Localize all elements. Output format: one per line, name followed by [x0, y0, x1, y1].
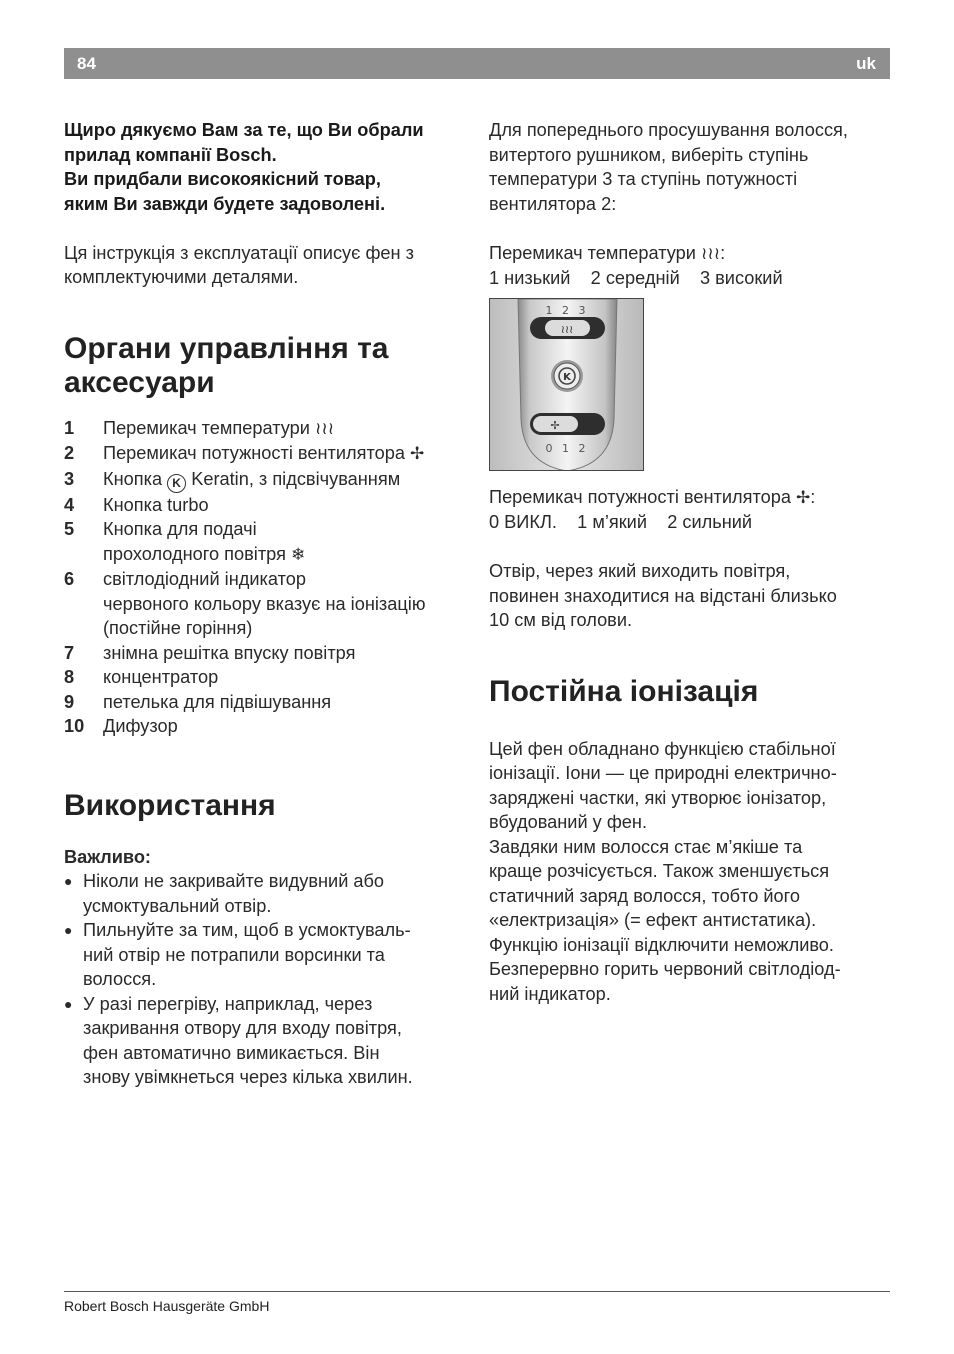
- ionization-heading: Постійна іонізація: [489, 674, 759, 708]
- list-item: 6 світлодіодний індикатор червоного кольору вказує на іонізацію (постійне горіння): [64, 569, 426, 638]
- ionization-text: Цей фен обладнано функцією стабільної іонізації. Іони — це природні електрично- заряджені частки, які утворює іонізатор, вбудований у фен. Завдяки ним волосся стає м’якіше та краще розчісується. Також зменшується статичний заряд волосся, тобто його «електризація» (= ефект антистатика). Функцію іонізації відключити неможливо. Безперервно горить червоний світлодіод- ний індикатор.: [489, 738, 841, 1004]
- list-item: 9 петелька для підвішування: [64, 691, 332, 712]
- footer-company: Robert Bosch Hausgeräte GmbH: [64, 1298, 270, 1314]
- controls-list: [64, 416, 469, 739]
- list-item: 8 концентратор: [64, 667, 219, 687]
- fan-switch-label: Перемикач потужності вентилятора ✢:: [489, 486, 816, 507]
- photo-bottom-numbers: 0 1 2: [545, 441, 589, 455]
- right-column: [489, 118, 894, 1006]
- predry-text: Для попереднього просушування волосся, витертого рушником, виберіть ступінь температури 3 та ступінь потужності вентилятора 2:: [489, 120, 848, 214]
- important-label: Важливо:: [64, 846, 151, 867]
- snowflake-icon: ❄: [291, 544, 306, 564]
- intro-bold-line: прилад компанії Bosch.: [64, 144, 277, 165]
- temp-switch-label: Перемикач температури ≀≀≀:: [489, 242, 726, 263]
- temp-levels: 1 низький 2 середній 3 високий: [489, 268, 783, 288]
- language-code: uk: [856, 54, 876, 73]
- left-column: [64, 118, 469, 1090]
- fan-icon: ✢: [796, 487, 811, 507]
- list-item: 7 знімна решітка впуску повітря: [64, 642, 356, 663]
- controls-heading: Органи управління та аксесуари: [64, 331, 389, 399]
- intro-bold-line: яким Ви завжди будете задоволені.: [64, 193, 386, 214]
- warnings-list: [64, 869, 469, 1090]
- heat-icon: ≀≀≀: [700, 243, 721, 263]
- bullet-icon: ●: [64, 922, 73, 938]
- fan-levels: 0 ВИКЛ. 1 м’який 2 сильний: [489, 512, 753, 532]
- intro-line: комплектуючими деталями.: [64, 267, 299, 287]
- heat-icon: ≀≀≀: [314, 418, 335, 438]
- footer-divider: [64, 1291, 890, 1292]
- fan-icon: ✢: [550, 418, 560, 432]
- intro-bold: [64, 118, 469, 216]
- list-item: 4 Кнопка turbo: [64, 494, 209, 515]
- list-item: 10 Дифузор: [64, 716, 178, 736]
- hairdryer-controls-image: [490, 299, 644, 471]
- keratin-icon: K: [563, 371, 571, 383]
- bullet-icon: ●: [64, 995, 73, 1012]
- list-item: 1 Перемикач температури ≀≀≀: [64, 417, 335, 438]
- usage-heading: Використання: [64, 788, 276, 822]
- list-item: 5 Кнопка для подачі прохолодного повітря ❄: [64, 519, 306, 564]
- distance-text: Отвір, через який виходить повітря, повинен знаходитися на відстані близько 10 см від голови.: [489, 561, 837, 630]
- page-number: 84: [77, 54, 96, 73]
- list-item: 3 Кнопка K Keratin, з підсвічуванням: [64, 467, 469, 493]
- list-item: ● Пильнуйте за тим, щоб в усмоктуваль- ний отвір не потрапили ворсинки та волосся.: [64, 918, 469, 992]
- bullet-icon: ●: [64, 873, 73, 889]
- fan-icon: ✢: [410, 444, 425, 463]
- list-item: ● Ніколи не закривайте видувний або усмоктувальний отвір.: [64, 869, 469, 918]
- list-item: ● У разі перегріву, наприклад, через закривання отвору для входу повітря, фен автоматично вимикається. Він знову увімкнеться через кілька хвилин.: [64, 992, 469, 1090]
- photo-top-numbers: 1 2 3: [545, 303, 589, 317]
- keratin-icon: K: [167, 474, 186, 493]
- intro-bold-line: Щиро дякуємо Вам за те, що Ви обрали: [64, 120, 424, 140]
- heat-icon: ≀≀≀: [560, 322, 574, 336]
- list-item: 2 Перемикач потужності вентилятора ✢: [64, 443, 425, 463]
- intro-text: [64, 241, 469, 290]
- switch-photo: [489, 298, 644, 471]
- intro-line: Ця інструкція з експлуатації описує фен з: [64, 242, 414, 263]
- header-bar: [64, 48, 890, 79]
- intro-bold-line: Ви придбали високоякісний товар,: [64, 169, 381, 189]
